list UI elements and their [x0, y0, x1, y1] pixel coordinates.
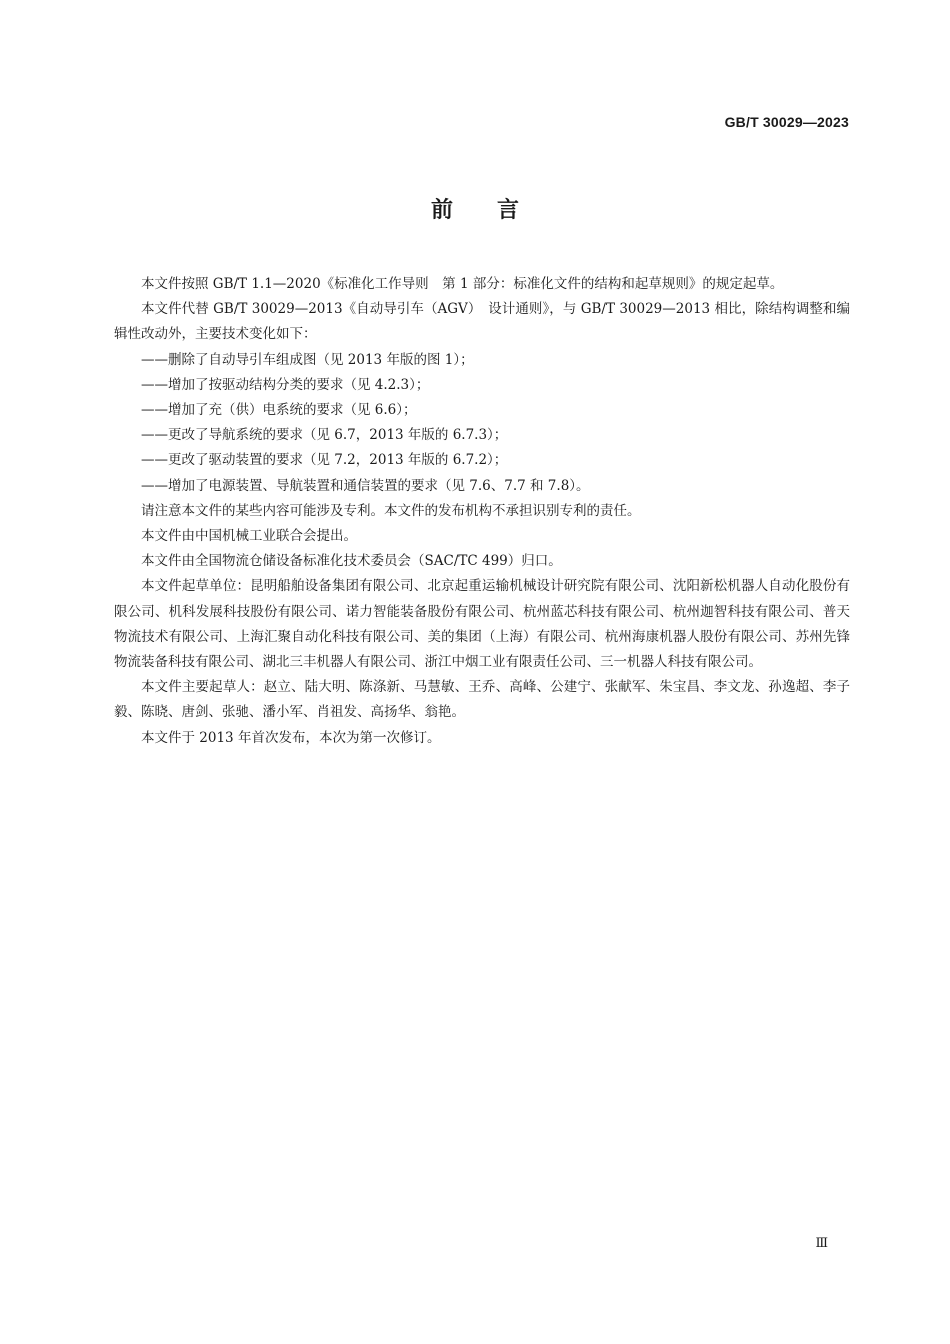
paragraph-drafting-rules: 本文件按照 GB/T 1.1—2020《标准化工作导则 第 1 部分：标准化文件的结构和起草规则》的规定起草。 [141, 276, 784, 292]
change-item: ——增加了按驱动结构分类的要求（见 4.2.3）； [141, 376, 430, 393]
paragraph-replacement: 本文件代替 GB/T 30029—2013《自动导引车（AGV） 设计通则》，与 GB/T 30029—2013 相比，除结构调整和编辑性改动外，主要技术变化如下： [114, 301, 850, 343]
page-title: 前 言 [430, 198, 519, 223]
change-item: ——增加了电源装置、导航装置和通信装置的要求（见 7.6、7.7 和 7.8）。 [141, 477, 590, 494]
paragraph-drafting-units: 本文件起草单位：昆明船舶设备集团有限公司、北京起重运输机械设计研究院有限公司、沈阳新松机器人自动化股份有限公司、机科发展科技股份有限公司、诺力智能装备股份有限公司、杭州蓝芯科技有限公司、杭州迦智科技有限公司、普天物流技术有限公司、上海汇聚自动化科技有限公司、美的集团（上海）有限公司、杭州海康机器人股份有限公司、苏州先锋物流装备科技有限公司、湖北三丰机器人有限公司、浙江中烟工业有限责任公司、三一机器人科技有限公司。 [114, 578, 850, 671]
paragraph-publication-history: 本文件于 2013 年首次发布，本次为第一次修订。 [141, 729, 441, 746]
change-item: ——删除了自动导引车组成图（见 2013 年版的图 1）； [141, 351, 474, 368]
change-item: ——增加了充（供）电系统的要求（见 6.6）； [141, 402, 417, 419]
change-item: ——更改了导航系统的要求（见 6.7，2013 年版的 6.7.3）； [141, 427, 508, 444]
paragraph-proposer: 本文件由中国机械工业联合会提出。 [141, 528, 357, 545]
body-text [114, 272, 850, 751]
paragraph-drafters: 本文件主要起草人：赵立、陆大明、陈涤新、马慧敏、王乔、高峰、公建宁、张献军、朱宝昌、李文龙、孙逸超、李子毅、陈晓、唐剑、张驰、潘小军、肖祖发、高扬华、翁艳。 [114, 679, 850, 721]
change-item: ——更改了驱动装置的要求（见 7.2，2013 年版的 6.7.2）； [141, 452, 508, 469]
page-number: Ⅲ [815, 1236, 828, 1251]
paragraph-patent-notice: 请注意本文件的某些内容可能涉及专利。本文件的发布机构不承担识别专利的责任。 [141, 502, 641, 519]
standard-number: GB/T 30029—2023 [724, 114, 849, 130]
paragraph-committee: 本文件由全国物流仓储设备标准化技术委员会（SAC/TC 499）归口。 [141, 553, 562, 570]
